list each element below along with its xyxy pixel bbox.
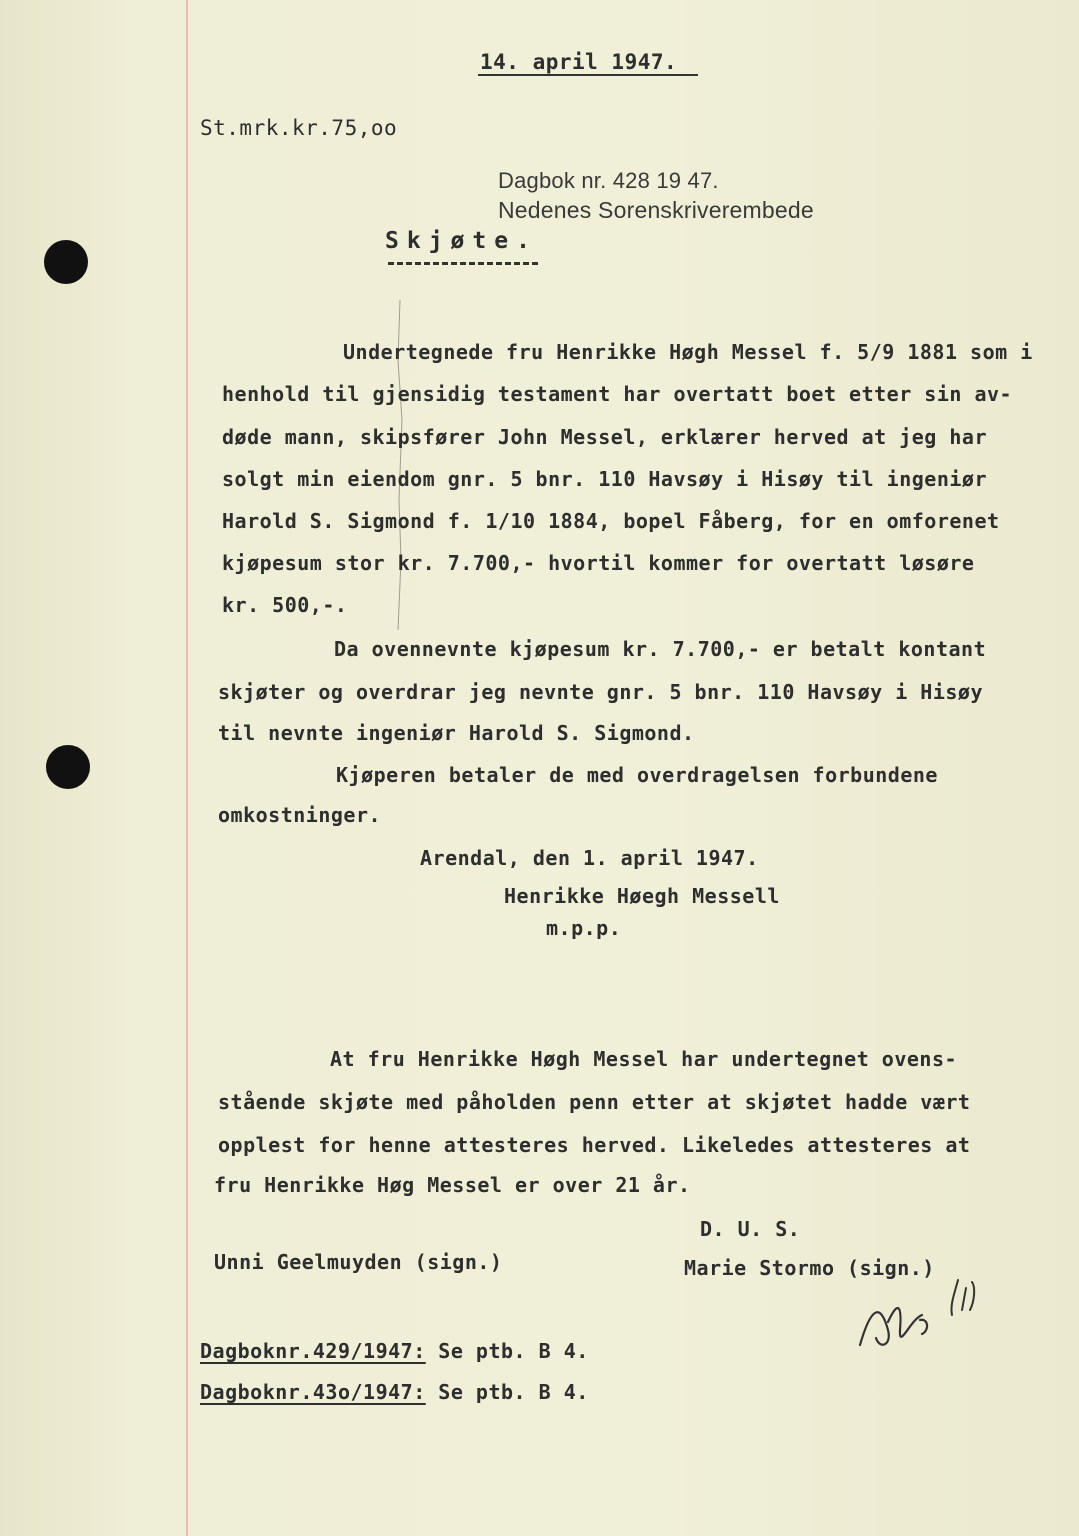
attestation-line: At fru Henrikke Høgh Messel har undertegnet ovens- — [330, 1047, 958, 1071]
body-line: Harold S. Sigmond f. 1/10 1884, bopel Fåberg, for en omforenet — [222, 509, 1000, 533]
body-line: Da ovennevnte kjøpesum kr. 7.700,- er betalt kontant — [334, 637, 987, 661]
attestation-line: opplest for henne attesteres herved. Likeledes attesteres at — [218, 1133, 971, 1157]
attestation-line: fru Henrikke Høg Messel er over 21 år. — [214, 1173, 691, 1197]
registration-number-stamp: Dagbok nr. 428 19 47. — [498, 168, 719, 193]
punch-hole-bottom — [46, 745, 90, 789]
body-line: til nevnte ingeniør Harold S. Sigmond. — [218, 721, 695, 745]
reference-number: Dagboknr.43o/1947: — [200, 1380, 426, 1404]
mpp-note: m.p.p. — [546, 916, 622, 940]
document-date: 14. april 1947. — [480, 50, 678, 74]
witness-right: Marie Stormo (sign.) — [684, 1256, 935, 1280]
body-line: Kjøperen betaler de med overdragelsen forbundene — [336, 763, 938, 787]
document-title: Skjøte. — [385, 228, 538, 254]
seller-name: Henrikke Høegh Messell — [504, 884, 780, 908]
reference-number: Dagboknr.429/1947: — [200, 1339, 426, 1363]
body-line: henhold til gjensidig testament har overtatt boet etter sin av- — [222, 382, 1013, 406]
body-line: solgt min eiendom gnr. 5 bnr. 110 Havsøy i Hisøy til ingeniør — [222, 467, 988, 491]
body-line: Undertegnede fru Henrikke Høgh Messel f. 5/9 1881 som i — [343, 340, 1033, 364]
stamp-duty: St.mrk.kr.75,oo — [200, 116, 398, 140]
punch-hole-top — [44, 240, 88, 284]
dus-mark: D. U. S. — [700, 1217, 801, 1241]
title-underline — [388, 262, 538, 265]
date-underline — [478, 74, 698, 76]
body-line: skjøter og overdrar jeg nevnte gnr. 5 bnr. 110 Havsøy i Hisøy — [218, 680, 984, 704]
body-line: kjøpesum stor kr. 7.700,- hvortil kommer for overtatt løsøre — [222, 551, 975, 575]
reference-row — [200, 1380, 589, 1404]
place-and-date: Arendal, den 1. april 1947. — [420, 846, 759, 870]
reference-row — [200, 1339, 589, 1363]
witness-left: Unni Geelmuyden (sign.) — [214, 1250, 503, 1274]
body-line: omkostninger. — [218, 803, 382, 827]
margin-line — [186, 0, 188, 1536]
reference-text: Se ptb. B 4. — [438, 1339, 589, 1363]
handwritten-initials-mark — [850, 1260, 990, 1370]
body-line: kr. 500,-. — [222, 593, 348, 617]
reference-text: Se ptb. B 4. — [438, 1380, 589, 1404]
registry-office-stamp: Nedenes Sorenskriverembede — [498, 197, 814, 223]
attestation-line: stående skjøte med påholden penn etter at skjøtet hadde vært — [218, 1090, 971, 1114]
body-line: døde mann, skipsfører John Messel, erklærer herved at jeg har — [222, 425, 988, 449]
